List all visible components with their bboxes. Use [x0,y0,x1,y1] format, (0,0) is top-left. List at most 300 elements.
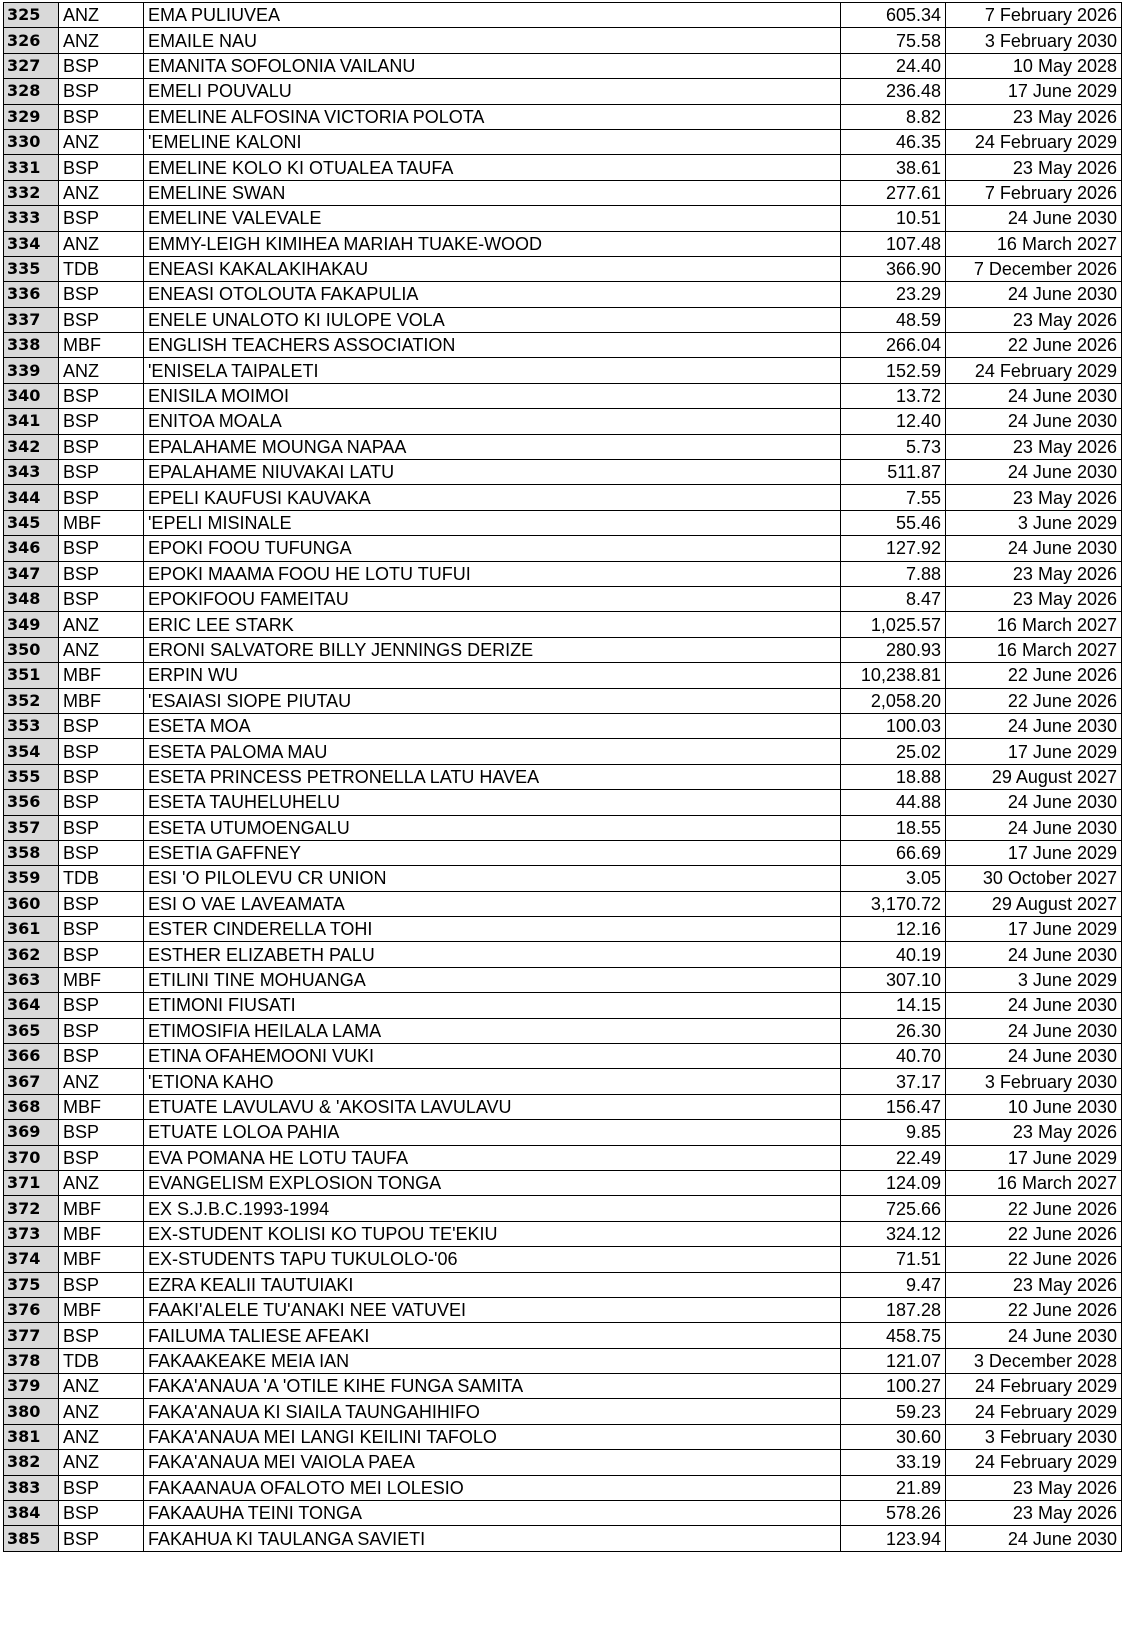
date-cell: 23 May 2026 [946,586,1122,611]
bank-cell: BSP [59,1044,144,1069]
row-number-cell: 376 [4,1297,59,1322]
bank-cell: MBF [59,333,144,358]
account-name-cell: 'ESAIASI SIOPE PIUTAU [144,688,841,713]
bank-cell: ANZ [59,180,144,205]
date-cell: 16 March 2027 [946,1170,1122,1195]
date-cell: 23 May 2026 [946,104,1122,129]
bank-cell: BSP [59,485,144,510]
row-number-cell: 385 [4,1526,59,1551]
bank-cell: BSP [59,155,144,180]
table-row [4,510,1122,535]
date-cell: 24 June 2030 [946,713,1122,738]
date-cell: 24 February 2029 [946,1450,1122,1475]
amount-cell: 121.07 [841,1348,946,1373]
table-row [4,1094,1122,1119]
amount-cell: 2,058.20 [841,688,946,713]
date-cell: 3 February 2030 [946,28,1122,53]
account-name-cell: EZRA KEALII TAUTUIAKI [144,1272,841,1297]
amount-cell: 307.10 [841,967,946,992]
date-cell: 3 June 2029 [946,510,1122,535]
row-number-cell: 331 [4,155,59,180]
bank-cell: MBF [59,967,144,992]
row-number-cell: 358 [4,840,59,865]
date-cell: 16 March 2027 [946,612,1122,637]
amount-cell: 66.69 [841,840,946,865]
account-name-cell: ERONI SALVATORE BILLY JENNINGS DERIZE [144,637,841,662]
bank-cell: BSP [59,383,144,408]
table-row [4,815,1122,840]
bank-cell: MBF [59,1297,144,1322]
account-name-cell: EPOKIFOOU FAMEITAU [144,586,841,611]
amount-cell: 18.55 [841,815,946,840]
table-row [4,1348,1122,1373]
date-cell: 29 August 2027 [946,891,1122,916]
row-number-cell: 335 [4,256,59,281]
row-number-cell: 379 [4,1374,59,1399]
amount-cell: 7.88 [841,561,946,586]
table-row [4,155,1122,180]
account-name-cell: ETINA OFAHEMOONI VUKI [144,1044,841,1069]
amount-cell: 366.90 [841,256,946,281]
amount-cell: 725.66 [841,1196,946,1221]
row-number-cell: 350 [4,637,59,662]
amount-cell: 23.29 [841,282,946,307]
date-cell: 24 June 2030 [946,1018,1122,1043]
date-cell: 24 June 2030 [946,460,1122,485]
table-row [4,206,1122,231]
amount-cell: 123.94 [841,1526,946,1551]
table-row [4,1526,1122,1551]
table-row [4,536,1122,561]
account-name-cell: ESETA UTUMOENGALU [144,815,841,840]
table-row [4,790,1122,815]
table-row [4,231,1122,256]
account-name-cell: FAKAANAUA OFALOTO MEI LOLESIO [144,1475,841,1500]
amount-cell: 605.34 [841,3,946,28]
account-name-cell: EPALAHAME MOUNGA NAPAA [144,434,841,459]
amount-cell: 458.75 [841,1323,946,1348]
date-cell: 7 December 2026 [946,256,1122,281]
amount-cell: 59.23 [841,1399,946,1424]
date-cell: 24 June 2030 [946,409,1122,434]
amount-cell: 21.89 [841,1475,946,1500]
account-name-cell: FAAKI'ALELE TU'ANAKI NEE VATUVEI [144,1297,841,1322]
table-row [4,688,1122,713]
table-row [4,1196,1122,1221]
date-cell: 22 June 2026 [946,333,1122,358]
bank-cell: ANZ [59,231,144,256]
row-number-cell: 374 [4,1247,59,1272]
amount-cell: 277.61 [841,180,946,205]
bank-cell: ANZ [59,1399,144,1424]
date-cell: 23 May 2026 [946,1120,1122,1145]
bank-cell: ANZ [59,129,144,154]
row-number-cell: 364 [4,993,59,1018]
amount-cell: 324.12 [841,1221,946,1246]
bank-cell: ANZ [59,637,144,662]
account-name-cell: FAILUMA TALIESE AFEAKI [144,1323,841,1348]
date-cell: 23 May 2026 [946,307,1122,332]
table-row [4,1450,1122,1475]
account-name-cell: EPELI KAUFUSI KAUVAKA [144,485,841,510]
date-cell: 7 February 2026 [946,180,1122,205]
account-name-cell: FAKAAKEAKE MEIA IAN [144,1348,841,1373]
bank-cell: BSP [59,993,144,1018]
date-cell: 24 June 2030 [946,815,1122,840]
account-name-cell: ESTHER ELIZABETH PALU [144,942,841,967]
account-name-cell: EMELINE SWAN [144,180,841,205]
row-number-cell: 353 [4,713,59,738]
table-row [4,1069,1122,1094]
bank-cell: BSP [59,282,144,307]
account-name-cell: EVANGELISM EXPLOSION TONGA [144,1170,841,1195]
row-number-cell: 333 [4,206,59,231]
amount-cell: 156.47 [841,1094,946,1119]
amount-cell: 75.58 [841,28,946,53]
bank-cell: BSP [59,1526,144,1551]
account-name-cell: 'ENISELA TAIPALETI [144,358,841,383]
bank-cell: MBF [59,688,144,713]
account-name-cell: EMELI POUVALU [144,79,841,104]
date-cell: 3 February 2030 [946,1069,1122,1094]
amount-cell: 5.73 [841,434,946,459]
bank-cell: BSP [59,79,144,104]
amount-cell: 10,238.81 [841,663,946,688]
date-cell: 24 June 2030 [946,790,1122,815]
date-cell: 24 June 2030 [946,1323,1122,1348]
account-name-cell: FAKA'ANAUA KI SIAILA TAUNGAHIHIFO [144,1399,841,1424]
row-number-cell: 373 [4,1221,59,1246]
date-cell: 30 October 2027 [946,866,1122,891]
row-number-cell: 371 [4,1170,59,1195]
amount-cell: 40.19 [841,942,946,967]
account-name-cell: EX-STUDENTS TAPU TUKULOLO-'06 [144,1247,841,1272]
table-row [4,1297,1122,1322]
row-number-cell: 327 [4,53,59,78]
bank-cell: ANZ [59,358,144,383]
date-cell: 24 June 2030 [946,282,1122,307]
table-row [4,282,1122,307]
account-name-cell: EX-STUDENT KOLISI KO TUPOU TE'EKIU [144,1221,841,1246]
bank-cell: BSP [59,536,144,561]
table-row [4,409,1122,434]
row-number-cell: 372 [4,1196,59,1221]
date-cell: 24 February 2029 [946,129,1122,154]
account-name-cell: ESETA PALOMA MAU [144,739,841,764]
table-row [4,1145,1122,1170]
table-row [4,333,1122,358]
account-name-cell: ESETIA GAFFNEY [144,840,841,865]
table-row [4,764,1122,789]
account-name-cell: ENISILA MOIMOI [144,383,841,408]
amount-cell: 25.02 [841,739,946,764]
account-name-cell: FAKA'ANAUA 'A 'OTILE KIHE FUNGA SAMITA [144,1374,841,1399]
bank-cell: ANZ [59,612,144,637]
row-number-cell: 329 [4,104,59,129]
row-number-cell: 369 [4,1120,59,1145]
date-cell: 23 May 2026 [946,1475,1122,1500]
amount-cell: 24.40 [841,53,946,78]
date-cell: 17 June 2029 [946,840,1122,865]
table-row [4,1374,1122,1399]
row-number-cell: 348 [4,586,59,611]
account-name-cell: ENELE UNALOTO KI IULOPE VOLA [144,307,841,332]
table-row [4,1120,1122,1145]
amount-cell: 1,025.57 [841,612,946,637]
table-row [4,612,1122,637]
date-cell: 23 May 2026 [946,155,1122,180]
table-row [4,1323,1122,1348]
account-name-cell: EPOKI FOOU TUFUNGA [144,536,841,561]
amount-cell: 124.09 [841,1170,946,1195]
row-number-cell: 360 [4,891,59,916]
row-number-cell: 357 [4,815,59,840]
bank-cell: ANZ [59,1424,144,1449]
date-cell: 22 June 2026 [946,1221,1122,1246]
date-cell: 10 May 2028 [946,53,1122,78]
amount-cell: 22.49 [841,1145,946,1170]
account-name-cell: FAKA'ANAUA MEI VAIOLA PAEA [144,1450,841,1475]
account-name-cell: ESETA TAUHELUHELU [144,790,841,815]
row-number-cell: 330 [4,129,59,154]
amount-cell: 12.40 [841,409,946,434]
row-number-cell: 382 [4,1450,59,1475]
amount-cell: 14.15 [841,993,946,1018]
table-row [4,1424,1122,1449]
bank-cell: BSP [59,815,144,840]
row-number-cell: 368 [4,1094,59,1119]
account-name-cell: EPALAHAME NIUVAKAI LATU [144,460,841,485]
bank-cell: BSP [59,434,144,459]
date-cell: 22 June 2026 [946,1247,1122,1272]
bank-cell: BSP [59,1120,144,1145]
row-number-cell: 341 [4,409,59,434]
bank-cell: MBF [59,663,144,688]
bank-cell: BSP [59,942,144,967]
amount-cell: 71.51 [841,1247,946,1272]
table-row [4,1399,1122,1424]
bank-cell: ANZ [59,1374,144,1399]
row-number-cell: 354 [4,739,59,764]
table-body [4,3,1122,1552]
amount-cell: 3.05 [841,866,946,891]
date-cell: 3 June 2029 [946,967,1122,992]
amount-cell: 38.61 [841,155,946,180]
row-number-cell: 367 [4,1069,59,1094]
amount-cell: 7.55 [841,485,946,510]
bank-cell: MBF [59,1221,144,1246]
account-name-cell: ETIMOSIFIA HEILALA LAMA [144,1018,841,1043]
bank-cell: BSP [59,206,144,231]
date-cell: 22 June 2026 [946,663,1122,688]
account-name-cell: ETIMONI FIUSATI [144,993,841,1018]
date-cell: 24 June 2030 [946,206,1122,231]
table-row [4,917,1122,942]
bank-cell: BSP [59,586,144,611]
row-number-cell: 356 [4,790,59,815]
amount-cell: 511.87 [841,460,946,485]
row-number-cell: 351 [4,663,59,688]
bank-cell: BSP [59,409,144,434]
row-number-cell: 365 [4,1018,59,1043]
table-row [4,53,1122,78]
date-cell: 23 May 2026 [946,434,1122,459]
table-row [4,383,1122,408]
bank-cell: BSP [59,790,144,815]
table-row [4,739,1122,764]
table-row [4,1044,1122,1069]
table-row [4,993,1122,1018]
bank-cell: ANZ [59,1069,144,1094]
date-cell: 24 February 2029 [946,1399,1122,1424]
amount-cell: 55.46 [841,510,946,535]
bank-cell: BSP [59,307,144,332]
table-row [4,1475,1122,1500]
row-number-cell: 345 [4,510,59,535]
account-name-cell: ENGLISH TEACHERS ASSOCIATION [144,333,841,358]
table-row [4,104,1122,129]
bank-cell: BSP [59,739,144,764]
table-row [4,3,1122,28]
row-number-cell: 336 [4,282,59,307]
bank-cell: BSP [59,1323,144,1348]
row-number-cell: 381 [4,1424,59,1449]
account-name-cell: EMMY-LEIGH KIMIHEA MARIAH TUAKE-WOOD [144,231,841,256]
amount-cell: 3,170.72 [841,891,946,916]
bank-cell: BSP [59,764,144,789]
bank-cell: BSP [59,891,144,916]
account-name-cell: EMA PULIUVEA [144,3,841,28]
amount-cell: 8.47 [841,586,946,611]
date-cell: 3 December 2028 [946,1348,1122,1373]
row-number-cell: 352 [4,688,59,713]
account-name-cell: 'ETIONA KAHO [144,1069,841,1094]
account-name-cell: EMAILE NAU [144,28,841,53]
bank-cell: MBF [59,1247,144,1272]
account-name-cell: ESI O VAE LAVEAMATA [144,891,841,916]
date-cell: 29 August 2027 [946,764,1122,789]
amount-cell: 10.51 [841,206,946,231]
amount-cell: 44.88 [841,790,946,815]
date-cell: 22 June 2026 [946,1297,1122,1322]
date-cell: 16 March 2027 [946,637,1122,662]
table-row [4,1247,1122,1272]
row-number-cell: 375 [4,1272,59,1297]
account-name-cell: EMELINE ALFOSINA VICTORIA POLOTA [144,104,841,129]
amount-cell: 236.48 [841,79,946,104]
row-number-cell: 343 [4,460,59,485]
bank-cell: ANZ [59,3,144,28]
bank-cell: BSP [59,1145,144,1170]
bank-cell: BSP [59,917,144,942]
account-name-cell: ETUATE LOLOA PAHIA [144,1120,841,1145]
row-number-cell: 361 [4,917,59,942]
account-name-cell: ERPIN WU [144,663,841,688]
table-row [4,942,1122,967]
row-number-cell: 370 [4,1145,59,1170]
table-row [4,28,1122,53]
row-number-cell: 380 [4,1399,59,1424]
bank-cell: BSP [59,1501,144,1526]
date-cell: 24 June 2030 [946,383,1122,408]
account-name-cell: EMANITA SOFOLONIA VAILANU [144,53,841,78]
amount-cell: 33.19 [841,1450,946,1475]
bank-cell: MBF [59,510,144,535]
account-name-cell: ERIC LEE STARK [144,612,841,637]
date-cell: 23 May 2026 [946,1272,1122,1297]
account-name-cell: FAKAAUHA TEINI TONGA [144,1501,841,1526]
bank-cell: MBF [59,1094,144,1119]
account-name-cell: ENEASI KAKALAKIHAKAU [144,256,841,281]
date-cell: 24 June 2030 [946,993,1122,1018]
account-name-cell: ESETA MOA [144,713,841,738]
date-cell: 3 February 2030 [946,1424,1122,1449]
row-number-cell: 346 [4,536,59,561]
account-name-cell: ETILINI TINE MOHUANGA [144,967,841,992]
account-name-cell: 'EPELI MISINALE [144,510,841,535]
account-name-cell: ENITOA MOALA [144,409,841,434]
bank-cell: TDB [59,256,144,281]
table-row [4,1221,1122,1246]
bank-cell: BSP [59,1018,144,1043]
account-name-cell: ENEASI OTOLOUTA FAKAPULIA [144,282,841,307]
table-row [4,1501,1122,1526]
table-row [4,180,1122,205]
table-row [4,79,1122,104]
date-cell: 24 February 2029 [946,358,1122,383]
date-cell: 7 February 2026 [946,3,1122,28]
table-row [4,713,1122,738]
date-cell: 16 March 2027 [946,231,1122,256]
table-row [4,1170,1122,1195]
row-number-cell: 332 [4,180,59,205]
account-name-cell: 'EMELINE KALONI [144,129,841,154]
row-number-cell: 340 [4,383,59,408]
row-number-cell: 363 [4,967,59,992]
bank-cell: BSP [59,1272,144,1297]
date-cell: 22 June 2026 [946,1196,1122,1221]
amount-cell: 18.88 [841,764,946,789]
amount-cell: 26.30 [841,1018,946,1043]
amount-cell: 37.17 [841,1069,946,1094]
row-number-cell: 366 [4,1044,59,1069]
table-row [4,358,1122,383]
account-name-cell: EPOKI MAAMA FOOU HE LOTU TUFUI [144,561,841,586]
amount-cell: 107.48 [841,231,946,256]
row-number-cell: 378 [4,1348,59,1373]
amount-cell: 8.82 [841,104,946,129]
row-number-cell: 383 [4,1475,59,1500]
row-number-cell: 347 [4,561,59,586]
table-row [4,129,1122,154]
account-name-cell: ETUATE LAVULAVU & 'AKOSITA LAVULAVU [144,1094,841,1119]
row-number-cell: 359 [4,866,59,891]
table-row [4,637,1122,662]
amount-cell: 40.70 [841,1044,946,1069]
amount-cell: 46.35 [841,129,946,154]
bank-cell: BSP [59,53,144,78]
date-cell: 24 June 2030 [946,942,1122,967]
account-name-cell: FAKA'ANAUA MEI LANGI KEILINI TAFOLO [144,1424,841,1449]
bank-cell: BSP [59,104,144,129]
table-row [4,434,1122,459]
row-number-cell: 355 [4,764,59,789]
amount-cell: 9.85 [841,1120,946,1145]
date-cell: 17 June 2029 [946,79,1122,104]
unclaimed-accounts-table [3,2,1122,1552]
account-name-cell: EMELINE VALEVALE [144,206,841,231]
row-number-cell: 344 [4,485,59,510]
